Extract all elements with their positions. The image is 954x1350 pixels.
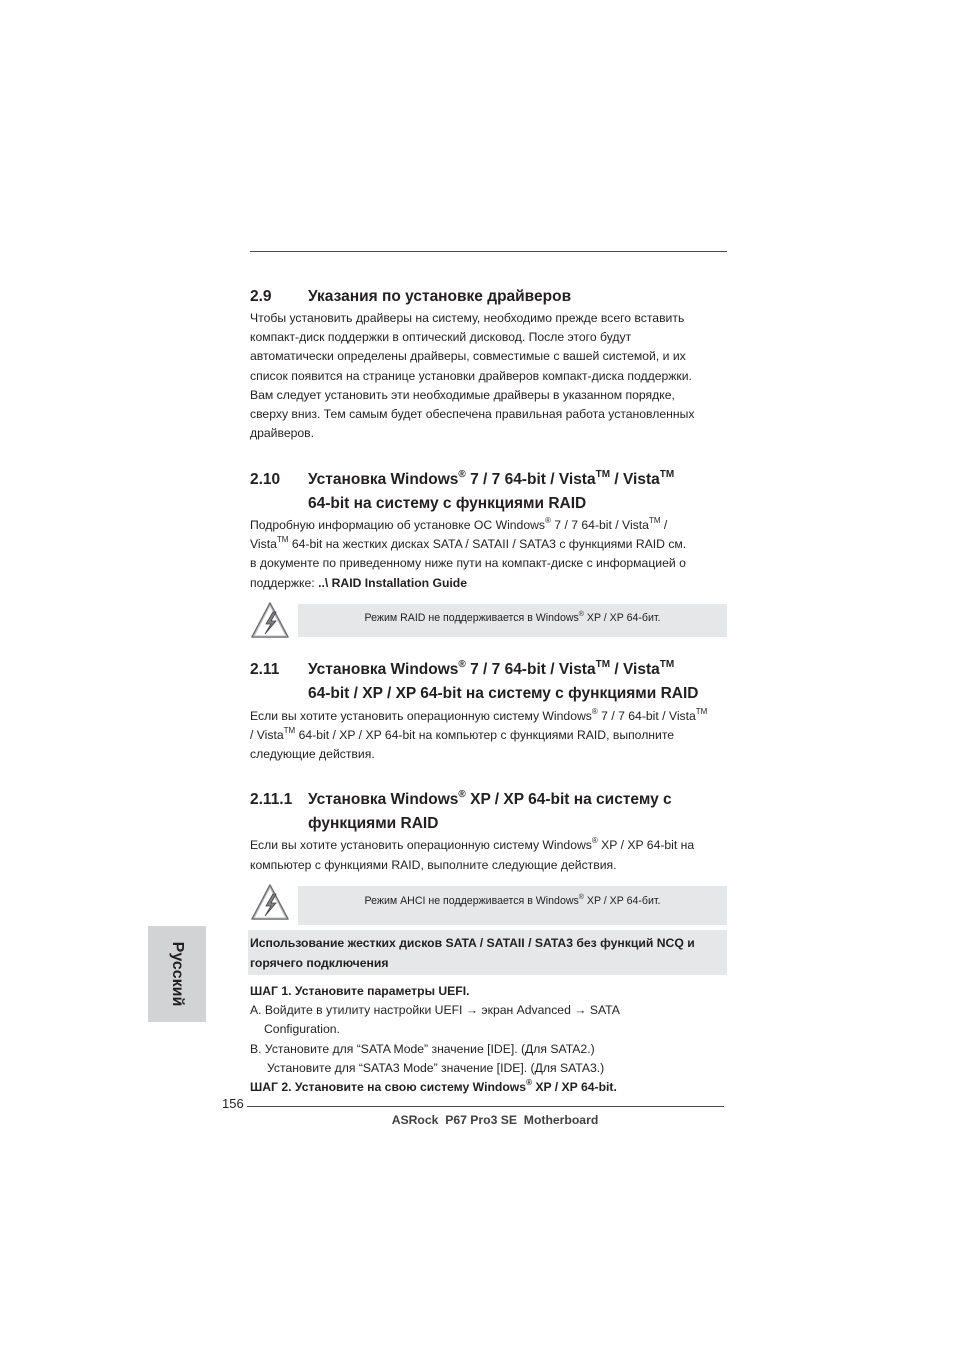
text-line: / Vista™ 64-bit / XP / XP 64-bit на компьютер с функциями RAID, выполните xyxy=(250,726,675,743)
section-number: 2.9 xyxy=(250,288,272,305)
section-2-9-body xyxy=(250,309,730,449)
section-title: Указания по установке драйверов xyxy=(308,288,572,305)
step-a-line2: Configuration. xyxy=(264,1022,340,1037)
lightning-warning-icon xyxy=(250,883,290,921)
text-line: драйверов. xyxy=(250,426,315,441)
section-2-11-1-body xyxy=(250,836,730,876)
lightning-warning-icon xyxy=(250,601,290,639)
step-1-title: ШАГ 1. Установите параметры UEFI. xyxy=(250,984,470,998)
text-line: автоматически определены драйверы, совместимые с вашей системой, и их xyxy=(250,349,686,364)
text-line: компакт-диск поддержки в оптический дисковод. После этого будут xyxy=(250,330,632,345)
raid-guide-path: ..\ RAID Installation Guide xyxy=(318,575,468,590)
footer-rule xyxy=(247,1106,724,1107)
section-title: Установка Windows® 7 / 7 64-bit / Vista™ / Vista™ xyxy=(308,659,675,678)
step-2-title: ШАГ 2. Установите на свою систему Windows® XP / XP 64-bit. xyxy=(250,1078,617,1094)
section-title-line2: 64-bit на систему с функциями RAID xyxy=(308,495,587,512)
section-2-11-body xyxy=(250,707,730,767)
text-line: компьютер с функциями RAID, выполните следующие действия. xyxy=(250,858,617,872)
section-title: Установка Windows® 7 / 7 64-bit / Vista™ / Vista™ xyxy=(308,469,675,488)
section-2-10-heading xyxy=(250,468,730,518)
text-line: Если вы хотите установить операционную систему Windows® XP / XP 64-bit на xyxy=(250,836,695,852)
note-raid-xp: Режим RAID не поддерживается в Windows® XP / XP 64-бит. xyxy=(298,604,727,637)
section-2-11-1-heading xyxy=(250,788,730,838)
section-2-11-heading xyxy=(250,658,730,708)
text-line: Чтобы установить драйверы на систему, необходимо прежде всего вставить xyxy=(250,311,685,325)
text-line: сверху вниз. Тем самым будет обеспечена правильная работа установленных xyxy=(250,407,695,421)
box-title-line: горячего подключения xyxy=(250,955,389,970)
box-title-line: Использование жестких дисков SATA / SATAII / SATA3 без функций NCQ и xyxy=(250,936,695,950)
section-number: 2.10 xyxy=(250,471,281,488)
section-number: 2.11.1 xyxy=(250,791,293,808)
text-line: Если вы хотите установить операционную систему Windows® 7 / 7 64-bit / Vista™ xyxy=(250,707,708,723)
step-b-line2: Установите для “SATA3 Mode” значение [IDE]. (Для SATA3.) xyxy=(267,1060,605,1075)
text-line: Vista™ 64-bit на жестких дисках SATA / SATAII / SATA3 с функциями RAID см. xyxy=(250,535,687,552)
section-title-line2: функциями RAID xyxy=(308,815,439,832)
language-tab-label: Русский xyxy=(169,941,186,1007)
text-line: в документе по приведенному ниже пути на компакт-диске с информацией о xyxy=(250,556,686,571)
text-line: поддержке: ..\ RAID Installation Guide xyxy=(250,575,468,590)
step-b-line: B. Установите для “SATA Mode” значение [IDE]. (Для SATA2.) xyxy=(250,1041,595,1056)
step-a-line: A. Войдите в утилиту настройки UEFI → экран Advanced → SATA xyxy=(250,1003,620,1018)
note-ahci-xp: Режим AHCI не поддерживается в Windows® XP / XP 64-бит. xyxy=(298,886,727,925)
arrow-right-icon: → xyxy=(465,1003,479,1018)
text-line: Вам следует установить эти необходимые драйверы в указанном порядке, xyxy=(250,387,675,402)
text-line: следующие действия. xyxy=(250,747,375,762)
language-tab xyxy=(148,926,206,1022)
section-title: Установка Windows® XP / XP 64-bit на систему с xyxy=(308,789,672,808)
header-rule xyxy=(250,251,727,252)
section-title-line2: 64-bit / XP / XP 64-bit на систему с функциями RAID xyxy=(308,685,699,702)
section-number: 2.11 xyxy=(250,661,280,678)
footer-product-name: ASRock P67 Pro3 SE Motherboard xyxy=(391,1113,599,1127)
text-line: Подробную информацию об установке ОС Windows® 7 / 7 64-bit / Vista™ / xyxy=(250,516,668,532)
text-line: список появится на странице установки драйверов компакт-диска поддержки. xyxy=(250,368,692,383)
steps-list xyxy=(250,982,730,1097)
section-2-10-body xyxy=(250,516,730,596)
page-number: 156 xyxy=(222,1096,244,1111)
sata-ide-box-title xyxy=(248,930,727,975)
arrow-right-icon: → xyxy=(574,1003,587,1018)
